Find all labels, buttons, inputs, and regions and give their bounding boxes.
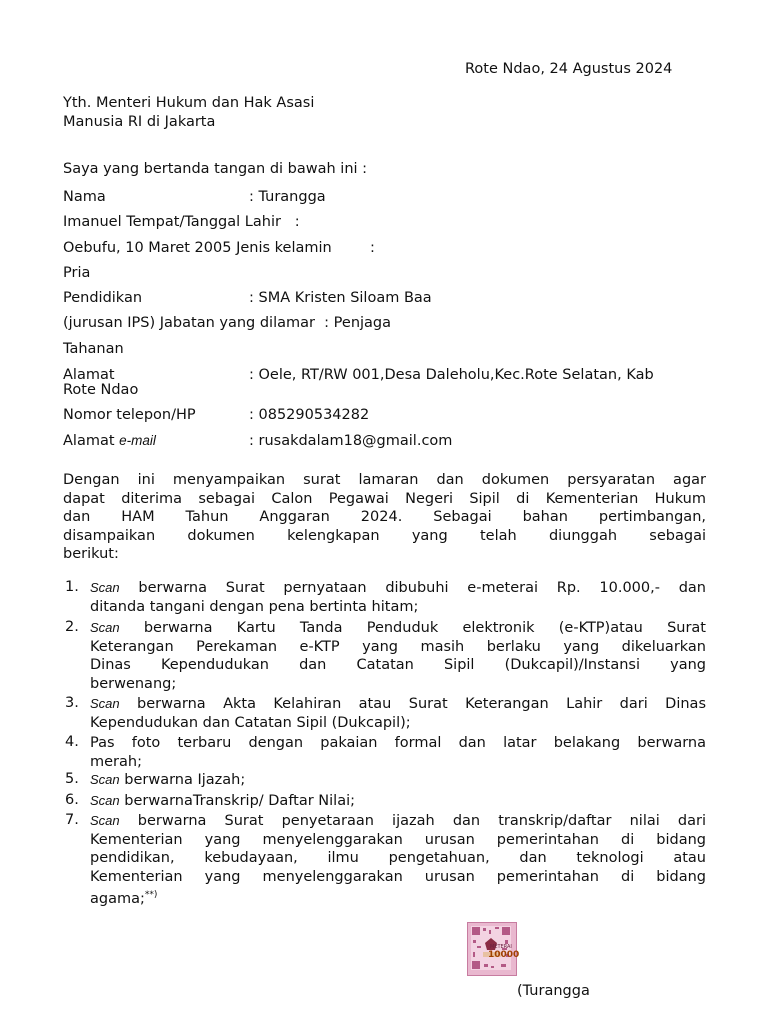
list-item-text bbox=[90, 695, 706, 732]
jenis-kelamin-line: Oebufu, 10 Maret 2005 Jenis kelamin bbox=[63, 240, 332, 256]
telepon-label: Nomor telepon/HP bbox=[63, 407, 196, 423]
list-item-number: 1. bbox=[65, 579, 79, 595]
paragraph-line: dapat diterima sebagai Calon Pegawai Negeri Sipil di Kementerian Hukum bbox=[63, 490, 706, 507]
meterai-label: METERAI bbox=[490, 944, 512, 950]
list-item-line bbox=[90, 598, 706, 617]
list-item-line-text: berwarna Surat pernyataan dibubuhi e-meterai Rp. 10.000,- dan bbox=[119, 580, 706, 596]
list-item-line-text: Dinas Kependudukan dan Catatan Sipil (Dukcapil)/Instansi yang bbox=[90, 657, 706, 673]
list-item-line-text: Kementerian yang menyelenggarakan urusan pemerintahan di bidang bbox=[90, 868, 706, 885]
email-label-italic: e-mail bbox=[119, 433, 156, 448]
nama-label: Nama bbox=[63, 189, 106, 205]
list-item-line-text: berwarna Surat penyetaraan ijazah dan transkrip/daftar nilai dari bbox=[119, 813, 706, 829]
addressee-line-1: Yth. Menteri Hukum dan Hak Asasi bbox=[63, 95, 315, 111]
meterai-value: 10000 bbox=[488, 950, 520, 960]
alamat-value: : Oele, RT/RW 001,Desa Daleholu,Kec.Rote Selatan, Kab bbox=[249, 367, 654, 383]
pendidikan-value: : SMA Kristen Siloam Baa bbox=[249, 290, 432, 306]
list-item-line-text: berwarna Ijazah; bbox=[119, 772, 246, 788]
tahanan-line: Tahanan bbox=[63, 341, 124, 357]
email-label-prefix: Alamat bbox=[63, 433, 120, 449]
list-item-line bbox=[90, 714, 706, 733]
body-paragraph bbox=[63, 471, 706, 564]
list-item-text bbox=[90, 619, 706, 693]
list-item-line-text: Pas foto terbaru dengan pakaian formal dan latar belakang berwarna bbox=[90, 735, 706, 751]
list-item-line bbox=[90, 656, 706, 675]
list-item-line-text: ditanda tangani dengan pena bertinta hitam; bbox=[90, 598, 419, 615]
signature-name: (Turangga bbox=[517, 983, 590, 999]
list-item-line bbox=[90, 831, 706, 850]
list-item-text bbox=[90, 792, 706, 811]
paragraph-line: berikut: bbox=[63, 546, 119, 562]
nama-value: : Turangga bbox=[249, 189, 326, 205]
list-item-line bbox=[90, 792, 706, 811]
list-item-line bbox=[90, 868, 706, 887]
place-date: Rote Ndao, 24 Agustus 2024 bbox=[465, 61, 673, 77]
list-item-line-text: berwarna Akta Kelahiran atau Surat Keterangan Lahir dari Dinas bbox=[119, 696, 706, 712]
alamat-label: Alamat bbox=[63, 367, 115, 383]
paragraph-line: Dengan ini menyampaikan surat lamaran dan dokumen persyaratan agar bbox=[63, 472, 706, 488]
list-item-line-text: Keterangan Perekaman e-KTP yang masih berlaku yang dikeluarkan bbox=[90, 638, 706, 655]
list-item-line-text: berwenang; bbox=[90, 675, 177, 692]
paragraph-line: dan HAM Tahun Anggaran 2024. Sebagai bahan pertimbangan, bbox=[63, 509, 706, 525]
jenis-kelamin-colon: : bbox=[370, 240, 375, 256]
pria-line: Pria bbox=[63, 265, 91, 281]
list-item-line bbox=[90, 771, 706, 790]
scan-word: Scan bbox=[90, 813, 120, 828]
list-item-number: 6. bbox=[65, 792, 79, 808]
list-item-number: 7. bbox=[65, 812, 79, 828]
list-item-text bbox=[90, 579, 706, 616]
list-item-text bbox=[90, 771, 706, 790]
scan-word: Scan bbox=[90, 620, 120, 635]
list-item-line bbox=[90, 579, 706, 598]
list-item-number: 3. bbox=[65, 695, 79, 711]
list-item-line bbox=[90, 619, 706, 638]
list-item-line bbox=[90, 812, 706, 831]
list-item-line bbox=[90, 675, 706, 694]
list-item-line-text: merah; bbox=[90, 753, 142, 770]
scan-word: Scan bbox=[90, 793, 120, 808]
intro-text: Saya yang bertanda tangan di bawah ini : bbox=[63, 161, 368, 177]
scan-word: Scan bbox=[90, 696, 120, 711]
list-item-line bbox=[90, 638, 706, 657]
email-label bbox=[63, 433, 156, 449]
telepon-value: : 085290534282 bbox=[249, 407, 370, 423]
scan-word: Scan bbox=[90, 580, 120, 595]
list-item-line bbox=[90, 849, 706, 868]
list-item-line bbox=[90, 734, 706, 753]
pendidikan-label: Pendidikan bbox=[63, 290, 143, 306]
list-item-number: 5. bbox=[65, 771, 79, 787]
list-item-line-text: berwarnaTranskrip/ Daftar Nilai; bbox=[119, 793, 356, 809]
list-item-line-text: agama; bbox=[90, 890, 145, 907]
list-item-line-text: berwarna Kartu Tanda Penduduk elektronik (e-KTP)atau Surat bbox=[119, 620, 706, 636]
scan-word: Scan bbox=[90, 772, 120, 787]
jabatan-line: (jurusan IPS) Jabatan yang dilamar : Penjaga bbox=[63, 315, 392, 331]
list-item-line bbox=[90, 886, 706, 908]
list-item-number: 4. bbox=[65, 734, 79, 750]
list-item-text bbox=[90, 812, 706, 908]
list-item-text bbox=[90, 734, 706, 771]
paragraph-line: disampaikan dokumen kelengkapan yang telah diunggah sebagai bbox=[63, 527, 706, 544]
footnote-mark: **) bbox=[144, 890, 158, 900]
email-value: : rusakdalam18@gmail.com bbox=[249, 433, 453, 449]
list-item-line-text: Kementerian yang menyelenggarakan urusan pemerintahan di bidang bbox=[90, 831, 706, 848]
list-item-line-text: pendidikan, kebudayaan, ilmu pengetahuan, dan teknologi atau bbox=[90, 850, 706, 866]
alamat-continuation: Rote Ndao bbox=[63, 382, 139, 398]
list-item-line-text: Kependudukan dan Catatan Sipil (Dukcapil); bbox=[90, 714, 411, 731]
addressee-line-2: Manusia RI di Jakarta bbox=[63, 114, 216, 130]
list-item-line bbox=[90, 753, 706, 772]
list-item-number: 2. bbox=[65, 619, 79, 635]
tempat-lahir-line: Imanuel Tempat/Tanggal Lahir : bbox=[63, 214, 300, 230]
list-item-line bbox=[90, 695, 706, 714]
